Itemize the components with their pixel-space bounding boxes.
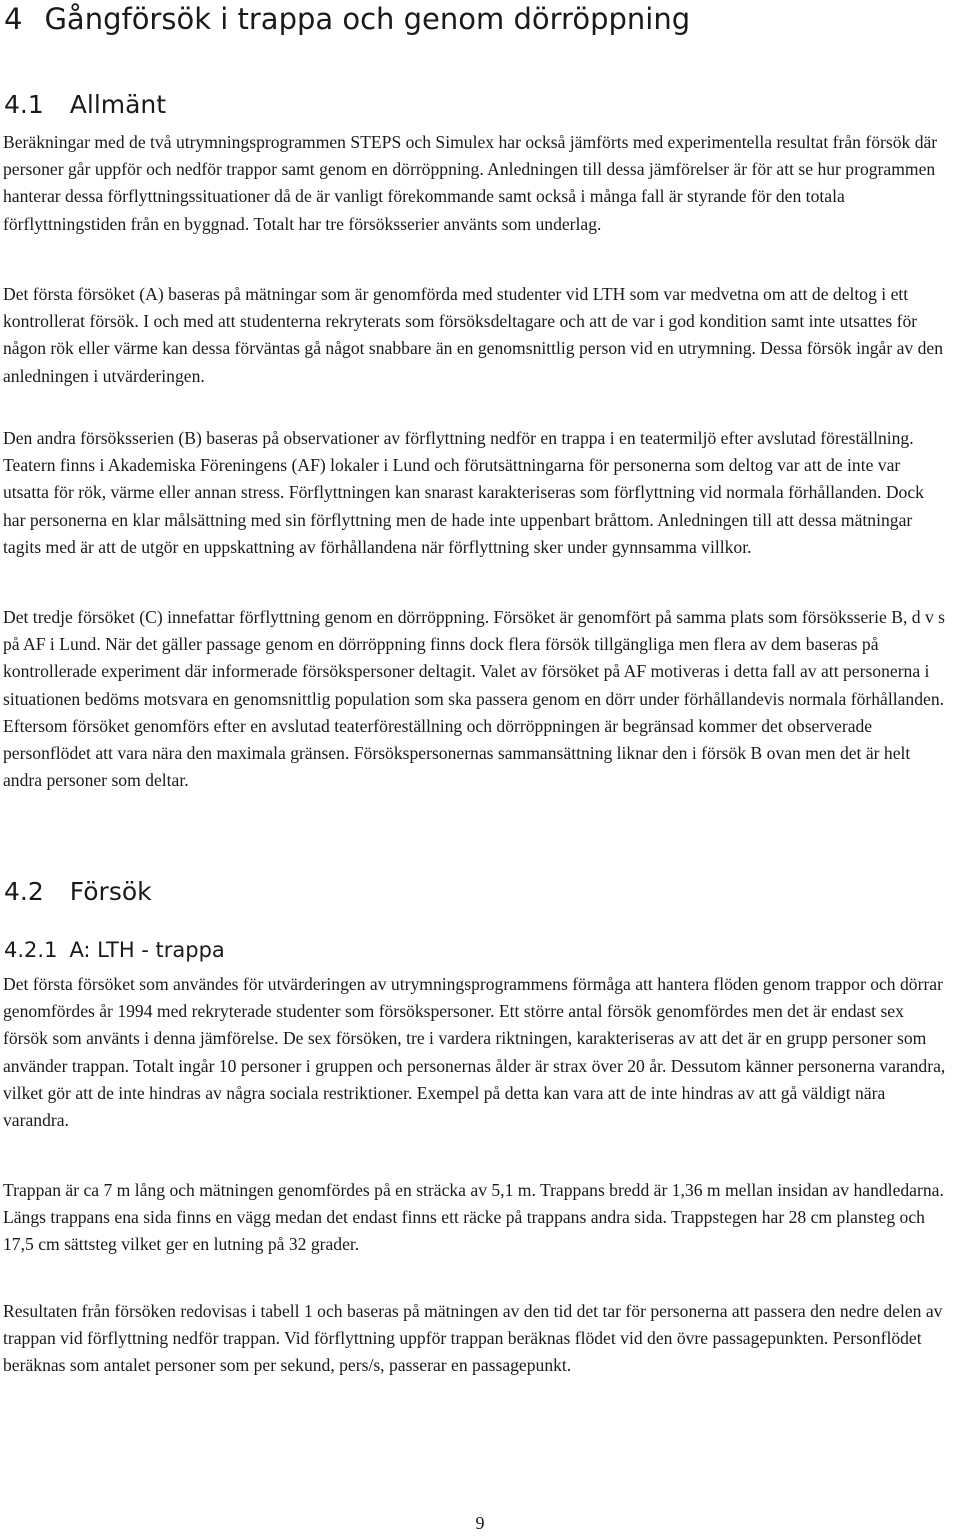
paragraph: Det tredje försöket (C) innefattar förflyttning genom en dörröppning. Försöket är genomfört på samma plats som försöksserie B, d v s på AF i Lund. När det gäller passage genom en dörröppning finns dock flera försök tillgängliga men flera av dem baseras på kontrollerade experiment där informerade försökspersoner deltagit. Valet av försöket på AF motiveras i detta fall av att personerna i situationen bedöms motsvara en genomsnittlig population som ska passera genom en dörr under förhållandevis normala förhållanden. Eftersom försöket genomförs efter en avslutad teaterföreställning och dörröppningen är begränsad kommer det observerade personflödet att vara nära den maximala gränsen. Försökspersonernas sammansättning liknar den i försök B ovan men det är helt andra personer som deltar. [3,607,946,791]
section-heading-4-1 [4,89,166,121]
paragraph: Det första försöket som användes för utvärderingen av utrymningsprogrammens förmåga att hantera flöden genom trappor och dörrar genomfördes år 1994 med rekryterade studenter som försökspersoner. Ett större antal försök genomfördes men det är endast sex försök som använts i denna jämförelse. De sex försöken, tre i vardera riktningen, karakteriseras av att det är en grupp personer som använder trappan. Totalt ingår 10 personer i gruppen och personernas ålder är strax över 20 år. Dessutom känner personerna varandra, vilket gör att de inte hindras av några sociala restriktioner. Exempel på detta kan vara att de inte hindras av att gå väldigt nära varandra. [3,974,946,1131]
section-heading-4-2 [4,876,152,908]
paragraph: Beräkningar med de två utrymningsprogrammen STEPS och Simulex har också jämförts med experimentella resultat från försök där personer går uppför och nedför trappor samt genom en dörröppning. Anledningen till dessa jämförelser är för att se hur programmen hanterar dessa förflyttningssituationer då de är vanligt förekommande samt också i många fall är styrande för den totala förflyttningstiden från en byggnad. Totalt har tre försöksserier använts som underlag. [3,132,938,234]
subsection-number: 4.2.1 [4,938,58,962]
subsection-title: A: LTH - trappa [69,938,225,962]
paragraph: Resultaten från försöken redovisas i tabell 1 och baseras på mätningen av den tid det tar för personerna att passera den nedre delen av trappan vid förflyttning nedför trappan. Vid förflyttning uppför trappan beräknas flödet vid den övre passagepunkten. Personflödet beräknas som antalet personer som per sekund, pers/s, passerar en passagepunkt. [3,1301,943,1376]
chapter-number: 4 [4,2,23,36]
section-title: Allmänt [69,90,167,119]
paragraph: Den andra försöksserien (B) baseras på observationer av förflyttning nedför en trappa i en teatermiljö efter avslutad föreställning. Teatern finns i Akademiska Föreningens (AF) lokaler i Lund och förutsättningarna för personerna som deltog var att de inte var utsatta för rök, värme eller annan stress. Förflyttningen kan snarast karakteriseras som förflyttning vid normala förhållanden. Dock har personerna en klar målsättning med sin förflyttning men de hade inte uppenbart bråttom. Anledningen till att dessa mätningar tagits med är att de utgör en uppskattning av förhållandena när förflyttning sker under gynnsamma villkor. [3,428,924,557]
section-title: Försök [69,877,152,906]
section-number: 4.1 [4,90,44,119]
chapter-heading [4,0,690,38]
chapter-title: Gångförsök i trappa och genom dörröppning [44,2,691,36]
subsection-heading-4-2-1 [4,936,225,964]
paragraph: Trappan är ca 7 m lång och mätningen genomfördes på en sträcka av 5,1 m. Trappans bredd är 1,36 m mellan insidan av handledarna. Längs trappans ena sida finns en vägg medan det endast finns ett räcke på trappans andra sida. Trappstegen har 28 cm plansteg och 17,5 cm sättsteg vilket ger en lutning på 32 grader. [3,1180,944,1255]
paragraph: Det första försöket (A) baseras på mätningar som är genomförda med studenter vid LTH som var medvetna om att de deltog i ett kontrollerat försök. I och med att studenterna rekryterats som försöksdeltagare och att de var i god kondition samt inte utsattes för någon rök eller värme kan dessa förväntas gå något snabbare än en genomsnittlig person vid en utrymning. Dessa försök ingår av den anledningen i utvärderingen. [3,284,944,386]
page-number: 9 [475,1513,485,1533]
section-number: 4.2 [4,877,44,906]
